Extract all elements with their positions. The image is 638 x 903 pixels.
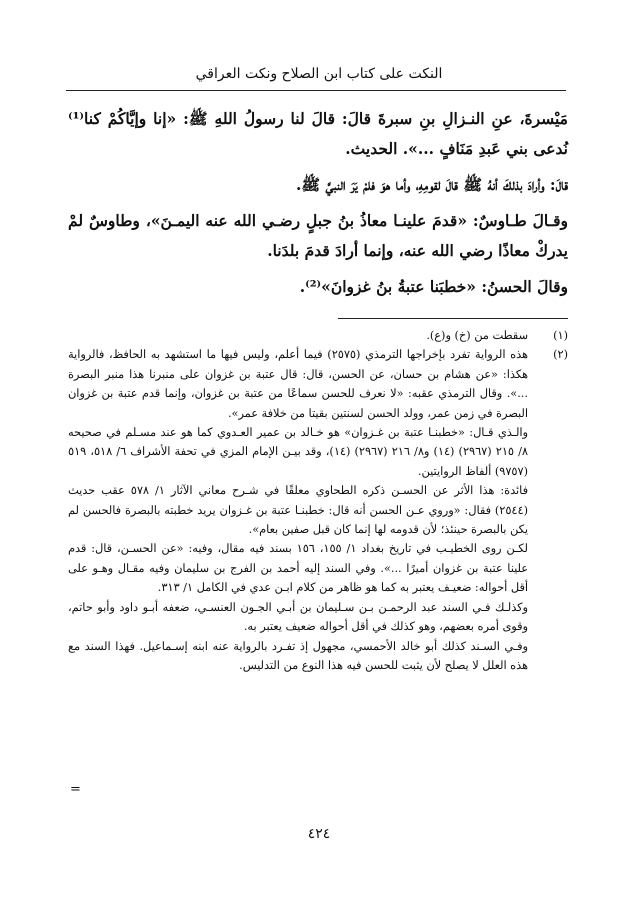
footnote-divider	[338, 318, 568, 319]
main-paragraph: مَيْسرةَ، عنِ النـزالِ بنِ سبرةَ قالَ: قالَ لنا رسولُ اللهِ ﷺ: «إنا وإيَّاكُمْ كنا⁽¹⁾ نُدعى بني عَبدِ مَنَافٍ ...». الحديث.	[68, 109, 568, 158]
footnote-paragraph: لكـن روى الخطيـب في تاريخ بغداد ١/ ١٥٥، ١٥٦ بسند فيه مقال، وفيه: «عن الحسـن، قال: قدم علينا عتبة بن غزوان أميرًا ...». وفي السند إليه أحمد بن الفرج بن سليمان وفيه مقـال وهـو على أقل أحواله: ضعيـف يعتبر به كما هو ظاهر من كلام ابـن عدي في الكامل ١/ ٣١٣.	[68, 542, 528, 595]
header-divider	[66, 90, 566, 91]
footnote-body	[68, 326, 528, 345]
footnote	[68, 326, 568, 345]
main-paragraph: وقالَ الحسنُ: «خطبَنا عتبةُ بنُ غزوانَ»⁽²⁾.	[299, 277, 568, 296]
footnotes	[68, 326, 568, 675]
footnote	[68, 345, 568, 675]
footnote-paragraph: هذه الرواية تفرد بإخراجها الترمذي (٢٥٧٥) فيما أعلم، وليس فيها ما استشهد به الحافظ، فالرواية هكذا: «عن هشام بن حسان، عن الحسن، قال: قال عتبة بن غزوان على منبرنا هذا منبر البصرة ...». وقال الترمذي عقبه: «لا نعرف للحسن سماعًا من عتبة بن غزوان، وإنما قدم عتبة بن غزوان البصرة في زمن عمر، وولد الحسن لسنتين بقيتا من خلافة عمر».	[68, 348, 528, 420]
main-paragraph: قالَ: وأرادَ بذلكَ أنهُ ﷺ قالَ لقومِهِ، وأما هوَ فلمْ يَرَ النبيَّ ﷺ.	[296, 175, 568, 194]
page-number: ٤٢٤	[307, 826, 331, 842]
main-text	[68, 104, 568, 308]
footnote-paragraph: فائدة: هذا الأثر عن الحسـن ذكره الطحاوي معلقًا في شـرح معاني الآثار ١/ ٥٧٨ عقب حديث (٢٥٤٤) فقال: «وروي عـن الحسن أنه قال: خطبنـا عتبة بن غـزوان يريد خطبته بالبصرة فالحسن لم يكن بالبصرة حينئذ؛ لأن قدومه لها إنما كان قبل صفين بعام».	[68, 484, 528, 537]
footnote-paragraph: سقطت من (خ) و(ع).	[426, 329, 528, 342]
footnote-body	[68, 345, 528, 675]
footnote-paragraph: وكذلـك فـي السند عبد الرحمـن بـن سـليمان بن أبـي الجـون العنسـي، ضعفه أبـو داود وأبو حاتم، وقوى أمره بعضهم، وهو كذلك في أقل أحواله ضعيف يعتبر به.	[68, 600, 528, 634]
main-paragraph: وقـالَ طـاوسٌ: «قدمَ علينـا معاذُ بنُ جبلٍ رضـي الله عنه اليمـنَ»، وطاوسٌ لمْ يدركْ معاذًا رضي الله عنه، وإنما أرادَ قدمَ بلدَنا.	[68, 211, 568, 260]
running-header: النكت على كتاب ابن الصلاح ونكت العراقي	[195, 66, 443, 82]
continuation-mark: =	[70, 782, 81, 797]
footnote-paragraph: والـذي قـال: «خطبنـا عتبة بن غـزوان» هو خـالد بن عمير العـدوي كما هو عند مسـلم في صحيحه ٨/ ٢١٥ (٢٩٦٧) (١٤) و٨/ ٢١٦ (٢٩٦٧) (١٤)، وقد بيـن الإمام المزي في تحفة الأشراف ٦/ ٥١٨، ٥١٩ (٩٧٥٧) ألفاظ الروايتين.	[68, 426, 528, 478]
footnote-paragraph: وفـي السـند كذلك أبو خالد الأحمسي، مجهول إذ تفـرد بالرواية عنه ابنه إسـماعيل. فهذا السند مع هذه العلل لا يصلح لأن يثبت للحسن فيه هذا النوع من التدليس.	[68, 639, 528, 672]
footnote-number: (١)	[553, 329, 568, 342]
footnote-number: (٢)	[553, 348, 568, 362]
